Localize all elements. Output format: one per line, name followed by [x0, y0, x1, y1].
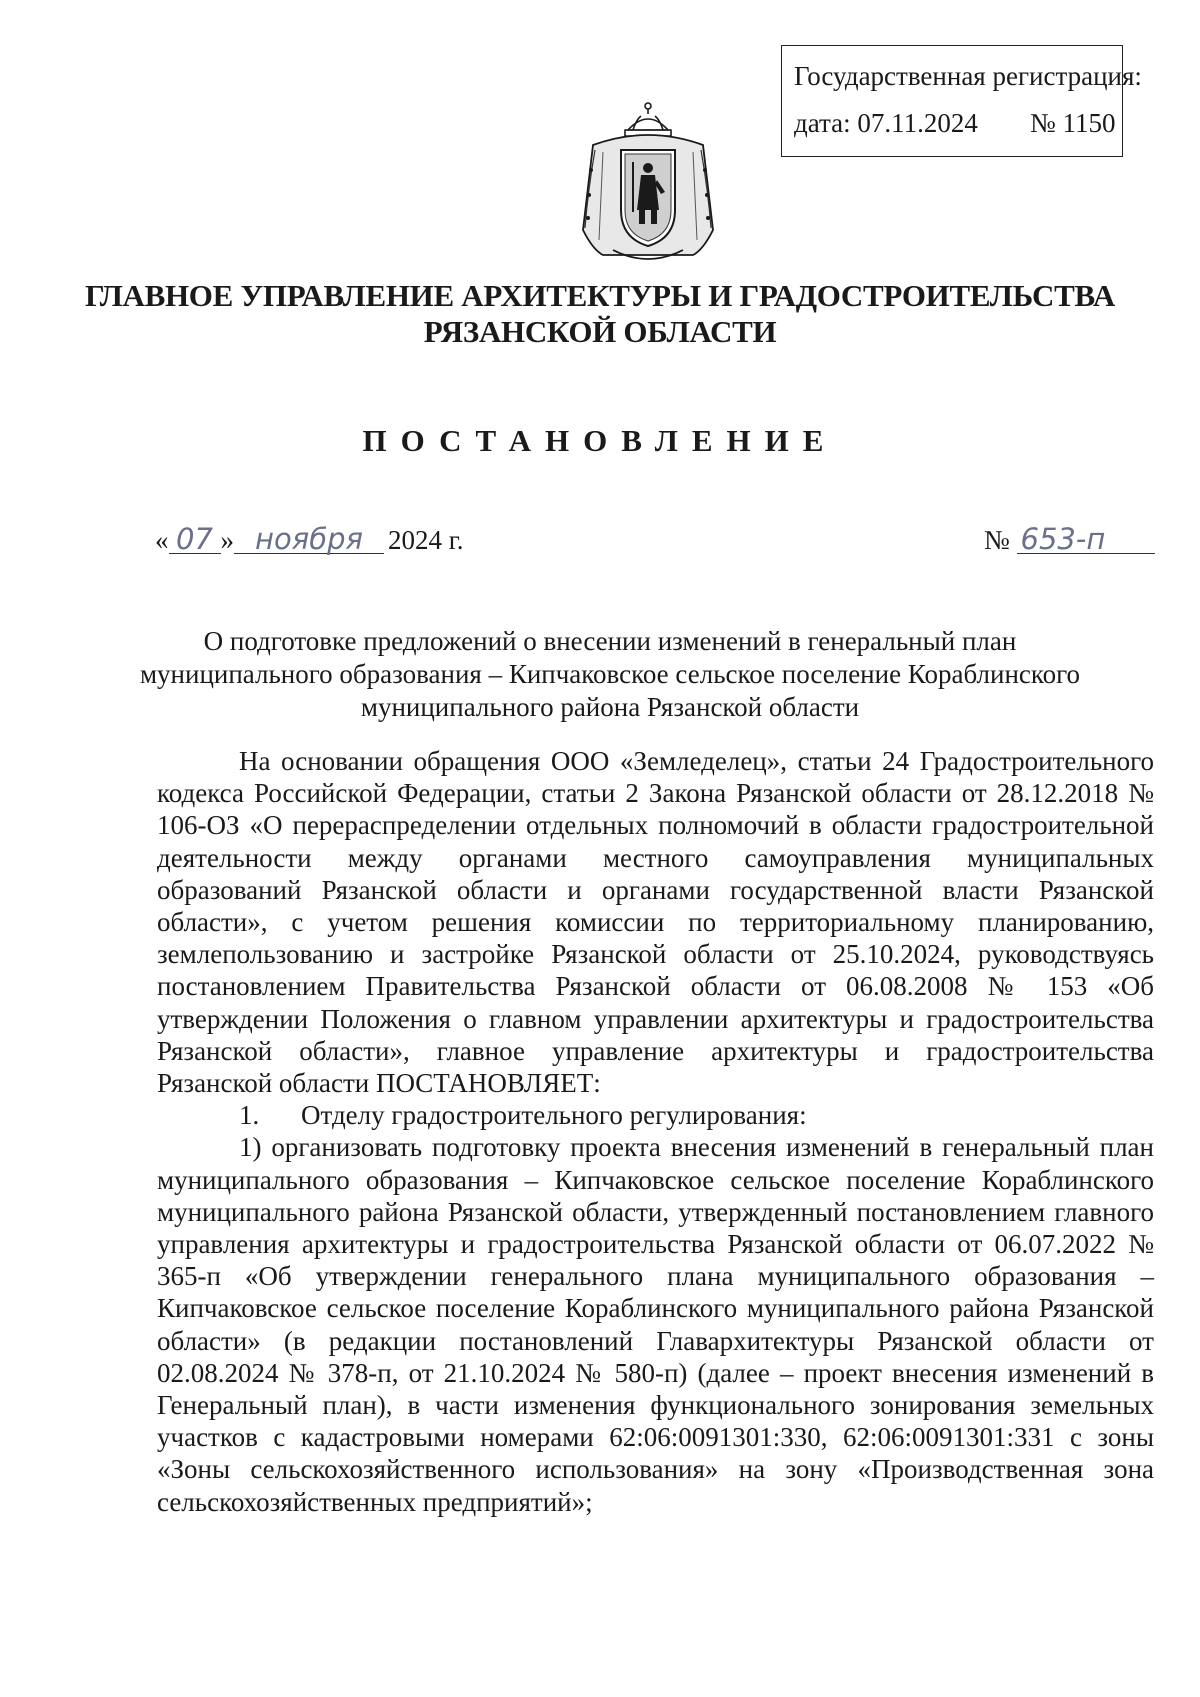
date-close-quote: »: [220, 525, 234, 555]
document-number: [984, 522, 1155, 556]
preamble-paragraph: На основании обращения ООО «Земледелец», статьи 24 Градостроительного кодекса Российской Федерации, статьи 2 Закона Рязанской области от 28.12.2018 № 106-ОЗ «О перераспределении отдельных полномочий в области градостроительной деятельности между органами местного самоуправления муниципальных образований Рязанской области и органами государственной власти Рязанской области», с учетом решения комиссии по территориальному планированию, землепользованию и застройке Рязанской области от 25.10.2024, руководствуясь постановлением Правительства Рязанской области от 06.08.2008 № 153 «Об утверждении Положения о главном управлении архитектуры и градостроительства Рязанской области», главное управление архитектуры и градостроительства Рязанской области ПОСТАНОВЛЯЕТ:: [157, 746, 1154, 1099]
registration-title: Государственная регистрация:: [794, 61, 1142, 91]
document-type-title: ПОСТАНОВЛЕНИЕ: [362, 423, 838, 458]
item-1-text: Отделу градостроительного регулирования:: [301, 1100, 807, 1131]
registration-date: дата: 07.11.2024: [794, 108, 978, 138]
registration-number: № 1150: [1030, 108, 1116, 138]
ryazan-coat-of-arms-icon: [573, 100, 723, 270]
document-body: [157, 745, 1154, 1518]
organization-name-line2: РЯЗАНСКОЙ ОБЛАСТИ: [423, 314, 777, 349]
organization-name-line1: ГЛАВНОЕ УПРАВЛЕНИЕ АРХИТЕКТУРЫ И ГРАДОСТРОИТЕЛЬСТВА: [84, 278, 1115, 313]
subitem-1-paragraph: 1) организовать подготовку проекта внесения изменений в генеральный план муниципального образования – Кипчаковское сельское поселение Кораблинского муниципального района Рязанской области, утвержденный постановлением главного управления архитектуры и градостроительства Рязанской области от 06.07.2022 № 365-п «Об утверждении генерального плана муниципального образования – Кипчаковское сельское поселение Кораблинского муниципального района Рязанской области» (в редакции постановлений Главархитектуры Рязанской области от 02.08.2024 № 378-п, от 21.10.2024 № 580-п) (далее – проект внесения изменений в Генеральный план), в части изменения функционального зонирования земельных участков с кадастровыми номерами 62:06:0091301:330, 62:06:0091301:331 с зоны «Зоны сельскохозяйственного использования» на зону «Производственная зона сельскохозяйственных предприятий»;: [157, 1132, 1154, 1517]
subject-line2: муниципального образования – Кипчаковское сельское поселение Кораблинского: [139, 659, 1081, 689]
item-1-number: 1.: [239, 1100, 260, 1131]
handwritten-day: 07: [169, 525, 221, 554]
item-1: [239, 1099, 1154, 1131]
subject-line3: муниципального района Рязанской области: [360, 692, 860, 722]
document-date: [155, 522, 464, 556]
number-prefix: №: [984, 525, 1010, 555]
handwritten-month: ноября: [234, 525, 384, 554]
handwritten-number: 653-п: [1017, 525, 1155, 554]
date-open-quote: «: [155, 525, 169, 555]
registration-stamp: [781, 45, 1142, 157]
date-year: 2024 г.: [388, 525, 464, 555]
document-subject: [120, 625, 1100, 724]
subject-line1: О подготовке предложений о внесении изменений в генеральный план: [203, 626, 1017, 656]
